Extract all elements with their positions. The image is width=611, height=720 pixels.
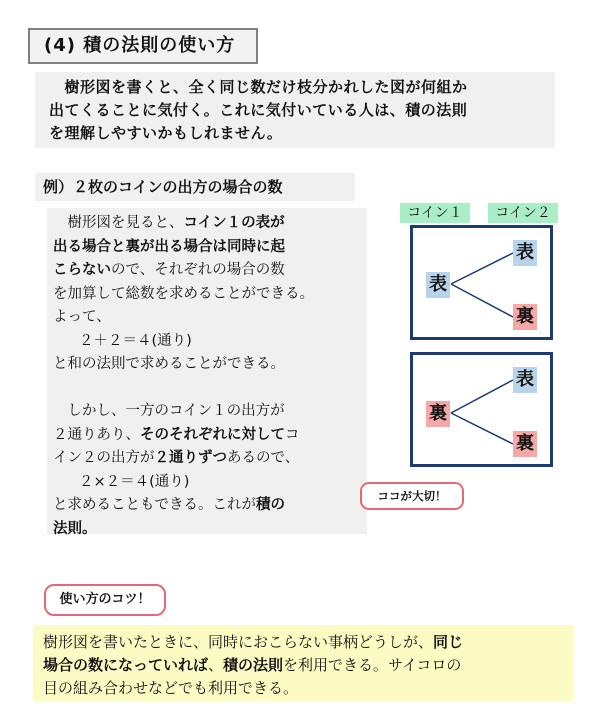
tips-line [43, 631, 567, 654]
root-node-heads: 表 [426, 272, 450, 298]
leaf-node-tails: 裏 [513, 431, 537, 457]
example-heading: 例）２枚のコインの出方の場合の数 [35, 173, 355, 201]
explanation-line: 出る場合と裏が出る場合は同時に起 [53, 238, 285, 255]
emphasis: 場合の数になっていれば [43, 656, 209, 674]
branch-line [451, 380, 513, 413]
emphasis: こらない [53, 262, 111, 278]
tips-line: 目の組み合わせなどでも利用できる。 [43, 679, 299, 697]
explanation-line: しかし、一方のコイン１の出方が [53, 403, 285, 419]
tips-callout: 使い方のコツ！ [44, 584, 166, 616]
tips-paragraph [33, 625, 573, 701]
leaf-node-heads: 表 [513, 240, 537, 266]
text: ２通りあり、 [53, 426, 140, 443]
spacer [53, 377, 365, 401]
intro-paragraph [35, 72, 555, 148]
branch-line [451, 413, 513, 444]
equation-sum: ２＋２＝４(通り) [79, 332, 192, 349]
equation-product: ２×２＝４(通り) [79, 473, 190, 490]
intro-line-2: 出てくることに気付く。これに気付いている人は、積の法則 [49, 101, 468, 119]
text: イン２の出方が [53, 450, 155, 466]
explanation-line [53, 212, 365, 236]
emphasis: 同じ [433, 633, 464, 651]
text: コ [285, 426, 300, 443]
text: ので、それぞれの場合の数 [111, 262, 285, 278]
leaf-node-tails: 裏 [513, 304, 537, 330]
emphasis: 積の [256, 497, 285, 513]
emphasis: コイン１の表が [183, 215, 285, 231]
root-node-tails: 裏 [426, 401, 450, 427]
text: と求めることもできる。これが [53, 497, 256, 513]
intro-line-3: を理解しやすいかもしれません。 [49, 124, 283, 142]
emphasis: ２通りずつ [154, 450, 227, 466]
leaf-node-heads: 表 [513, 367, 537, 393]
explanation-line: 法則。 [53, 520, 97, 537]
emphasis: 積の法則 [223, 656, 284, 674]
explanation-line [53, 424, 365, 448]
explanation-line: を加算して総数を求めることができる。 [53, 285, 314, 302]
text: 樹形図を見ると、 [53, 215, 184, 231]
explanation-line: よって、 [53, 309, 111, 325]
intro-line-1: 樹形図を書くと、全く同じ数だけ枝分かれした図が何組か [49, 78, 468, 96]
tips-line [43, 654, 567, 677]
tree-diagram-tails [410, 352, 553, 467]
emphasis: そのそれぞれに対して [140, 426, 285, 443]
coin-1-label: コイン１ [400, 203, 470, 223]
important-callout: ココが大切！ [360, 482, 464, 510]
section-title: (4) 積の法則の使い方 [28, 28, 258, 64]
text: あるので、 [227, 450, 300, 466]
branch-line [451, 284, 513, 317]
coin-2-label: コイン２ [488, 203, 558, 223]
text: 、 [208, 656, 224, 674]
text: を利用できる。サイコロの [283, 656, 462, 674]
explanation-paragraph [47, 208, 367, 537]
explanation-line [53, 259, 365, 283]
explanation-line [53, 494, 365, 518]
explanation-line: と和の法則で求めることができる。 [53, 356, 285, 372]
text: 樹形図を書いたときに、同時におこらない事柄どうしが、 [43, 633, 434, 651]
explanation-line [53, 447, 365, 471]
branch-line [451, 253, 513, 284]
tree-diagram-heads [410, 225, 553, 340]
